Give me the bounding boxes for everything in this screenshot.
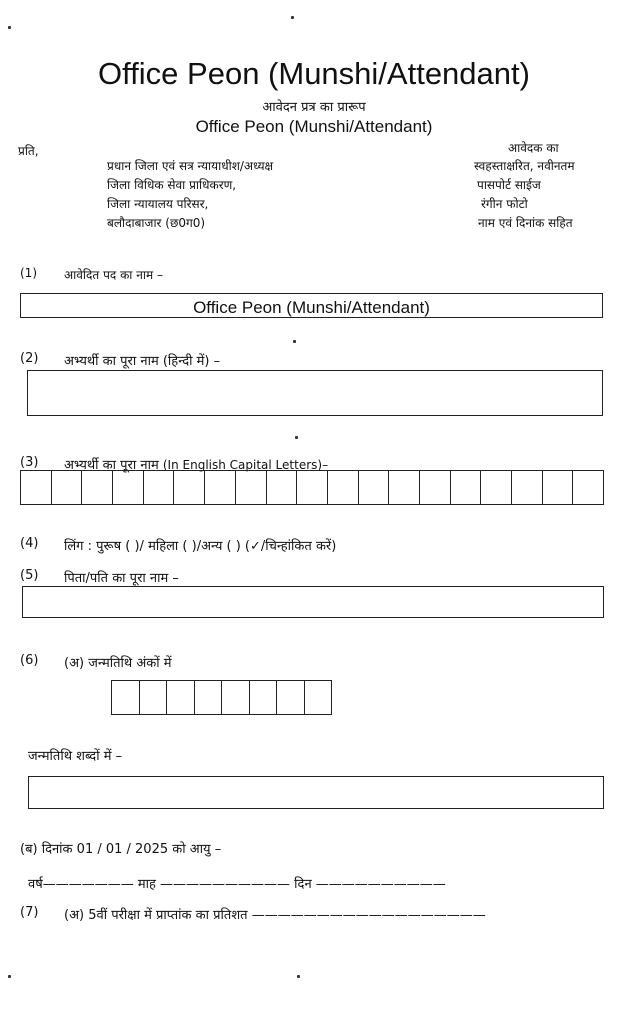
name-english-cell[interactable] <box>359 471 390 504</box>
form-title: Office Peon (Munshi/Attendant) <box>98 56 530 91</box>
name-english-cells <box>20 470 604 505</box>
field-3-label-english: (In English Capital Letters)– <box>162 458 329 472</box>
name-english-cell[interactable] <box>267 471 298 504</box>
dob-digit-cell[interactable] <box>305 681 333 714</box>
photo-note-line-3: पासपोर्ट साईज <box>477 178 541 192</box>
dob-digits-cells <box>111 680 332 715</box>
scan-speck <box>291 16 294 19</box>
field-3-number: (3) <box>20 455 39 470</box>
form-subtitle-hindi: आवेदन प्रत्र का प्रारूप <box>262 100 366 115</box>
name-english-cell[interactable] <box>451 471 482 504</box>
father-husband-name-field[interactable] <box>22 586 604 618</box>
address-to: प्रति, <box>18 144 39 158</box>
dob-digit-cell[interactable] <box>277 681 305 714</box>
applied-post-field[interactable] <box>20 293 603 318</box>
field-6-number: (6) <box>20 653 39 668</box>
name-english-cell[interactable] <box>389 471 420 504</box>
field-6a-label: (अ) जन्मतिथि अंकों में <box>64 656 172 671</box>
field-4-number: (4) <box>20 536 39 551</box>
name-english-cell[interactable] <box>543 471 574 504</box>
photo-note-line-4: रंगीन फोटो <box>481 197 528 211</box>
address-line-4: बलौदाबाजार (छ0ग0) <box>107 216 206 230</box>
name-english-cell[interactable] <box>174 471 205 504</box>
scan-speck <box>297 975 300 978</box>
dob-words-field[interactable] <box>28 776 604 809</box>
dob-words-label: जन्मतिथि शब्दों में – <box>28 749 123 764</box>
photo-note-line-5: नाम एवं दिनांक सहित <box>478 216 573 230</box>
address-line-2: जिला विधिक सेवा प्राधिकरण, <box>107 178 237 192</box>
scan-speck <box>295 436 298 439</box>
name-english-cell[interactable] <box>82 471 113 504</box>
scan-speck <box>8 26 11 29</box>
photo-note-line-2: स्वहस्ताक्षरित, नवीनतम <box>474 159 575 173</box>
name-hindi-field[interactable] <box>27 370 603 416</box>
scan-speck <box>293 340 296 343</box>
field-1-label: आवेदित पद का नाम – <box>64 268 163 282</box>
dob-digit-cell[interactable] <box>195 681 223 714</box>
scan-speck <box>8 975 11 978</box>
dob-digit-cell[interactable] <box>167 681 195 714</box>
field-2-label: अभ्यर्थी का पूरा नाम (हिन्दी में) – <box>64 354 221 369</box>
field-1-number: (1) <box>20 266 37 280</box>
name-english-cell[interactable] <box>297 471 328 504</box>
name-english-cell[interactable] <box>420 471 451 504</box>
gender-options[interactable]: लिंग : पुरूष ( )/ महिला ( )/अन्य ( ) (✓/चिन्हांकित करें) <box>64 539 337 554</box>
dob-digit-cell[interactable] <box>222 681 250 714</box>
name-english-cell[interactable] <box>481 471 512 504</box>
name-english-cell[interactable] <box>205 471 236 504</box>
field-2-number: (2) <box>20 351 39 366</box>
applied-post-value: Office Peon (Munshi/Attendant) <box>193 298 430 317</box>
form-subtitle-english: Office Peon (Munshi/Attendant) <box>195 117 433 136</box>
dob-digit-cell[interactable] <box>112 681 140 714</box>
dob-digit-cell[interactable] <box>140 681 168 714</box>
field-7-number: (7) <box>20 905 39 920</box>
age-label: (ब) दिनांक 01 / 01 / 2025 को आयु – <box>20 842 222 857</box>
address-line-1: प्रधान जिला एवं सत्र न्यायाधीश/अध्यक्ष <box>107 159 274 173</box>
field-3-label-hindi: अभ्यर्थी का पूरा नाम <box>64 458 159 473</box>
name-english-cell[interactable] <box>144 471 175 504</box>
age-fill-line[interactable]: वर्ष——————— माह —————————— दिन —————————— <box>28 877 446 892</box>
name-english-cell[interactable] <box>52 471 83 504</box>
name-english-cell[interactable] <box>21 471 52 504</box>
photo-note-line-1: आवेदक का <box>508 141 559 155</box>
name-english-cell[interactable] <box>573 471 604 504</box>
name-english-cell[interactable] <box>328 471 359 504</box>
field-5-number: (5) <box>20 568 39 583</box>
name-english-cell[interactable] <box>236 471 267 504</box>
field-7-label: (अ) 5वीं परीक्षा में प्राप्तांक का प्रतिशत —————————————————— <box>64 908 486 923</box>
dob-digit-cell[interactable] <box>250 681 278 714</box>
name-english-cell[interactable] <box>113 471 144 504</box>
field-5-label: पिता/पति का पूरा नाम – <box>64 571 179 586</box>
name-english-cell[interactable] <box>512 471 543 504</box>
address-line-3: जिला न्यायालय परिसर, <box>107 197 209 211</box>
